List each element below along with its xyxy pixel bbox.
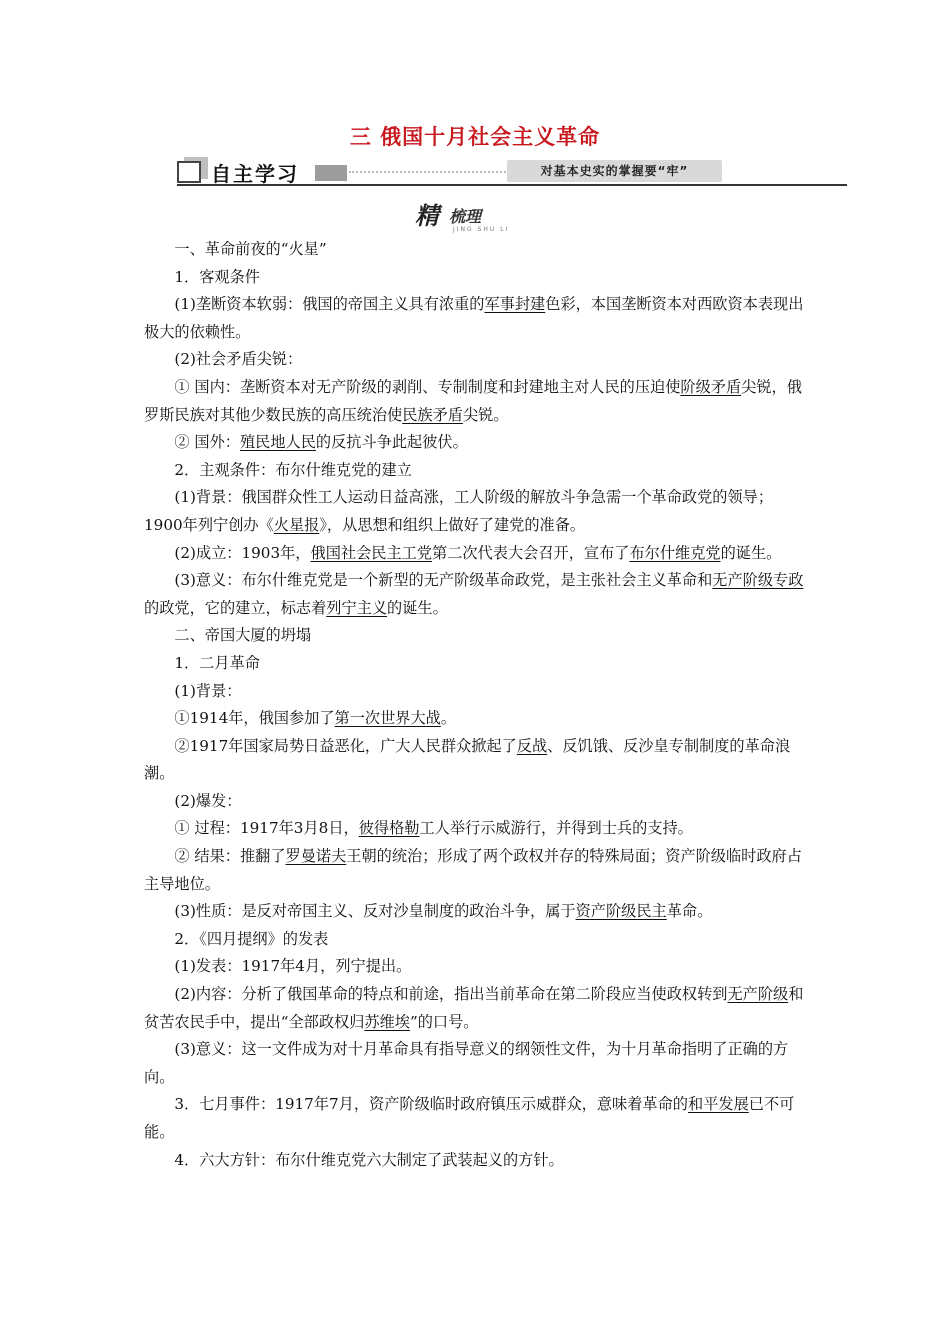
body-text <box>144 236 808 1174</box>
paragraph <box>144 678 808 706</box>
page-title: 三 俄国十月社会主义革命 <box>349 125 601 149</box>
text-segment: 尖锐。 <box>462 405 509 424</box>
paragraph <box>144 264 808 292</box>
text-segment: (2)内容：分析了俄国革命的特点和前途，指出当前革命在第二阶段应当使政权转到 <box>174 985 728 1004</box>
paragraph <box>144 457 808 485</box>
text-segment: 3．七月事件：1917年7月，资产阶级临时政府镇压示威群众，意味着革命的 <box>174 1095 688 1114</box>
underlined-term: 俄国社会民主工党 <box>310 543 432 562</box>
text-segment: ”的口号。 <box>409 1012 479 1031</box>
text-segment: 》，从思想和组织上做好了建党的准备。 <box>319 515 586 534</box>
banner-label: 自主学习 <box>211 162 299 186</box>
section-banner <box>177 157 847 187</box>
subheading-pinyin: JING SHU LI <box>453 226 510 233</box>
paragraph <box>144 1036 808 1091</box>
underlined-term: 彼得格勒 <box>358 819 420 838</box>
paragraph <box>144 484 808 539</box>
text-segment: 的政党，它的建立，标志着 <box>144 598 327 617</box>
underlined-term: 反战 <box>516 736 548 755</box>
underlined-term: 民族矛盾 <box>402 405 463 424</box>
text-segment: (1)背景： <box>174 681 242 700</box>
text-segment: ②1917年国家局势日益恶化，广大人民群众掀起了 <box>174 736 517 755</box>
underlined-term: 第一次世界大战 <box>334 709 441 728</box>
paragraph <box>144 236 808 264</box>
text-segment: (3)性质：是反对帝国主义、反对沙皇制度的政治斗争，属于 <box>174 902 576 921</box>
paragraph <box>144 622 808 650</box>
text-segment: 已不可能。 <box>144 1095 795 1141</box>
text-segment: (2)成立：1903年， <box>174 543 311 562</box>
paragraph <box>144 815 808 843</box>
paragraph <box>144 981 808 1036</box>
text-segment: 。 <box>440 709 457 728</box>
banner-tagline: 对基本史实的掌握要“牢” <box>507 160 722 182</box>
paragraph <box>144 291 808 346</box>
underlined-term: 阶级矛盾 <box>680 377 742 396</box>
paragraph <box>144 1091 808 1146</box>
text-segment: (1)背景：俄国群众性工人运动日益高涨，工人阶级的解放斗争急需一个革命政党的领导；1900年列宁创办《 <box>144 488 774 534</box>
paragraph <box>144 843 808 898</box>
text-segment: ② 国外： <box>174 433 240 452</box>
text-segment: 的诞生。 <box>387 598 448 617</box>
text-segment: 4．六大方针：布尔什维克党六大制定了武装起义的方针。 <box>174 1150 564 1169</box>
paragraph <box>144 705 808 733</box>
banner-dots <box>349 171 529 173</box>
text-segment: 尖锐，俄罗斯民族对其他少数民族的高压统治使 <box>144 377 802 424</box>
text-segment: 1．二月革命 <box>174 653 260 672</box>
paragraph <box>144 953 808 981</box>
text-segment: (1)垄断资本软弱：俄国的帝国主义具有浓重的 <box>174 295 485 314</box>
text-segment: 、反饥饿、反沙皇专制制度的革命浪潮。 <box>144 736 791 783</box>
underlined-term: 无产阶级专政 <box>712 571 804 590</box>
paragraph <box>144 429 808 457</box>
text-segment: 2．《四月提纲》的发表 <box>174 929 329 948</box>
underlined-term: 火星报 <box>273 515 320 534</box>
underlined-term: 布尔什维克党 <box>629 543 721 562</box>
text-segment: ① 国内：垄断资本对无产阶级的剥削、专制制度和封建地主对人民的压迫使 <box>174 377 681 396</box>
paragraph <box>144 898 808 926</box>
text-segment: 王朝的统治；形成了两个政权并存的特殊局面；资产阶级临时政府占主导地位。 <box>144 847 802 893</box>
subheading-small-text: 梳理 <box>449 207 482 226</box>
text-segment: 色彩，本国垄断资本对西欧资本表现出极大的依赖性。 <box>144 295 804 341</box>
text-segment: (2)社会矛盾尖锐： <box>174 350 303 369</box>
underlined-term: 殖民地人民 <box>239 433 316 452</box>
text-segment: (2)爆发： <box>174 791 242 810</box>
underlined-term: 列宁主义 <box>326 598 387 617</box>
underlined-term: 罗曼诺夫 <box>285 847 347 866</box>
text-segment: 一、革命前夜的“火星” <box>174 240 327 258</box>
text-segment: ② 结果：推翻了 <box>174 847 286 866</box>
paragraph <box>144 567 808 622</box>
text-segment: 的诞生。 <box>720 543 782 562</box>
banner-stripe <box>315 165 347 181</box>
text-segment: (3)意义：这一文件成为对十月革命具有指导意义的纲领性文件，为十月革命指明了正确的方向。 <box>144 1040 789 1086</box>
banner-rule <box>177 184 847 186</box>
underlined-term: 无产阶级 <box>727 985 789 1004</box>
text-segment: 1．客观条件 <box>174 267 260 286</box>
underlined-term: 和平发展 <box>688 1095 749 1114</box>
banner-square-icon <box>177 161 201 183</box>
text-segment: 二、帝国大厦的坍塌 <box>174 626 312 645</box>
text-segment: (3)意义：布尔什维克党是一个新型的无产阶级革命政党，是主张社会主义革命和 <box>174 571 713 590</box>
underlined-term: 军事封建 <box>484 295 546 314</box>
paragraph <box>144 788 808 816</box>
underlined-term: 资产阶级民主 <box>575 902 667 921</box>
paragraph <box>144 926 808 954</box>
subheading-large-char: 精 <box>415 201 439 230</box>
text-segment: ①1914年，俄国参加了 <box>174 709 335 728</box>
paragraph <box>144 346 808 374</box>
text-segment: 和贫苦农民手中，提出“全部政权归 <box>144 985 804 1031</box>
text-segment: 2．主观条件：布尔什维克党的建立 <box>174 460 412 479</box>
paragraph <box>144 733 808 788</box>
text-segment: 的反抗斗争此起彼伏。 <box>315 433 468 452</box>
text-segment: 工人举行示威游行，并得到士兵的支持。 <box>419 819 693 838</box>
paragraph <box>144 1147 808 1175</box>
paragraph <box>144 374 808 429</box>
paragraph <box>144 540 808 568</box>
underlined-term: 苏维埃 <box>364 1012 410 1031</box>
text-segment: (1)发表：1917年4月，列宁提出。 <box>174 957 412 976</box>
paragraph <box>144 650 808 678</box>
section-subheading <box>415 196 545 236</box>
text-segment: 第二次代表大会召开，宣布了 <box>432 543 630 562</box>
text-segment: ① 过程：1917年3月8日， <box>174 819 359 838</box>
text-segment: 革命。 <box>666 902 713 921</box>
